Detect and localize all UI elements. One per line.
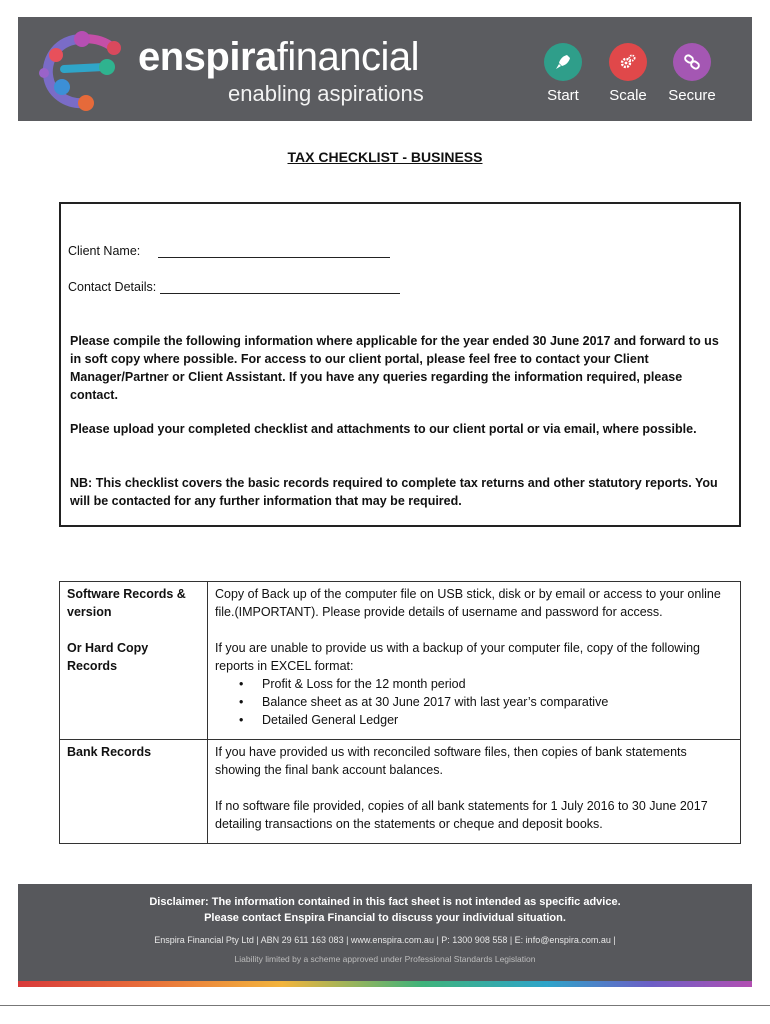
table-content-cell <box>208 582 741 740</box>
list-item: • Balance sheet as at 30 June 2017 with last year’s comparative <box>239 693 733 711</box>
table-head-cell <box>60 740 208 844</box>
hard-copy-heading: Or Hard Copy Records <box>67 641 149 673</box>
nav-secure[interactable] <box>660 43 724 104</box>
bank-records-text: If you have provided us with reconciled software files, then copies of bank statements showing the final bank account balances. <box>215 745 687 777</box>
rocket-icon <box>544 43 582 81</box>
brand-name-light: financial <box>276 35 420 79</box>
hard-copy-text: If you are unable to provide us with a backup of your computer file, copy of the following reports in EXCEL format: <box>215 641 700 673</box>
brand-name-bold: enspira <box>138 35 277 79</box>
records-table <box>59 581 741 844</box>
nav-start[interactable] <box>531 43 595 104</box>
nav-scale-label: Scale <box>609 87 647 104</box>
upload-paragraph: Please upload your completed checklist and attachments to our client portal or via email, where possible. <box>70 422 697 436</box>
client-name-field <box>68 244 390 258</box>
nav-scale[interactable] <box>596 43 660 104</box>
rainbow-stripe <box>18 981 752 987</box>
client-name-label: Client Name: <box>68 244 141 258</box>
nb-paragraph: NB: This checklist covers the basic records required to complete tax returns and other statutory reports. You will be contacted for any further information that may be required. <box>70 476 718 508</box>
table-row <box>60 582 741 740</box>
hard-copy-list <box>239 675 733 729</box>
brand-wordmark <box>138 35 424 106</box>
contact-details-field <box>68 280 400 294</box>
enspira-logo-icon <box>34 25 134 113</box>
page-divider <box>0 1005 770 1006</box>
gears-icon <box>609 43 647 81</box>
disclaimer-line-1: Disclaimer: The information contained in this fact sheet is not intended as specific advice. <box>149 896 621 908</box>
nav-start-label: Start <box>547 87 579 104</box>
liability-note: Liability limited by a scheme approved under Professional Standards Legislation <box>234 954 536 964</box>
software-records-heading: Software Records & version <box>67 587 186 619</box>
footer-banner <box>18 884 752 987</box>
header-banner <box>18 17 752 121</box>
table-content-cell <box>208 740 741 844</box>
page-title: TAX CHECKLIST - BUSINESS <box>287 149 483 165</box>
table-row <box>60 740 741 844</box>
instructions-paragraph: Please compile the following information where applicable for the year ended 30 June 2017 and forward to us in soft copy where possible. For access to our client portal, please feel free to contact your Client Manager/Partner or Client Assistant. If you have any queries regarding the information required, please contact. <box>70 334 719 402</box>
list-item: • Detailed General Ledger <box>239 711 733 729</box>
table-head-cell <box>60 582 208 740</box>
link-icon <box>673 43 711 81</box>
company-info: Enspira Financial Pty Ltd | ABN 29 611 163 083 | www.enspira.com.au | P: 1300 908 558 | E: info@enspira.com.au | <box>154 935 616 945</box>
client-name-input[interactable] <box>158 244 390 258</box>
software-records-text: Copy of Back up of the computer file on USB stick, disk or by email or access to your online file.(IMPORTANT). Please provide details of username and password for access. <box>215 587 721 619</box>
contact-details-input[interactable] <box>160 280 400 294</box>
list-item: • Profit & Loss for the 12 month period <box>239 675 733 693</box>
bank-statements-text: If no software file provided, copies of all bank statements for 1 July 2016 to 30 June 2017 detailing transactions on the statements or cheque and deposit books. <box>215 799 708 831</box>
bank-records-heading: Bank Records <box>67 745 152 759</box>
client-info-box <box>59 202 741 527</box>
nav-secure-label: Secure <box>668 87 716 104</box>
contact-details-label: Contact Details: <box>68 280 157 294</box>
brand-tagline: enabling aspirations <box>228 81 424 106</box>
disclaimer-line-2: Please contact Enspira Financial to discuss your individual situation. <box>204 912 566 924</box>
